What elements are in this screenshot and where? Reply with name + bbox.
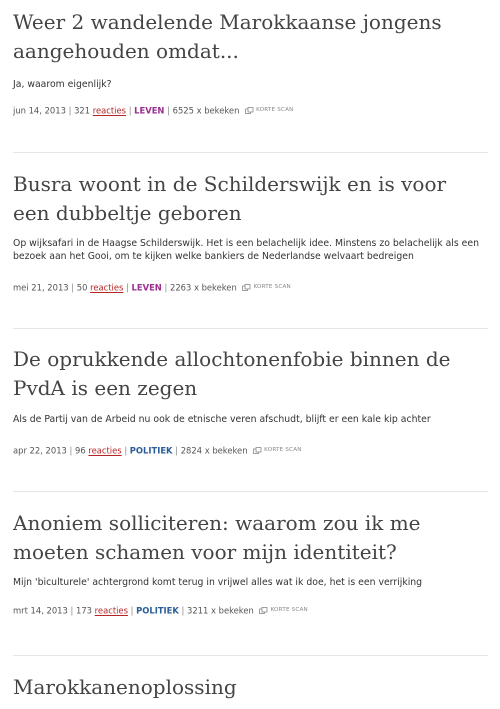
article-title[interactable]: Marokkanenoplossing (13, 675, 237, 699)
category-link[interactable]: POLITIEK (129, 445, 173, 456)
reacties-count: 321 (74, 105, 91, 116)
divider (13, 655, 488, 656)
reacties-link[interactable]: reacties (90, 282, 124, 293)
meta-separator: | (68, 105, 75, 116)
article-meta (13, 104, 294, 117)
korte-scan-label: KORTE SCAN (264, 447, 302, 453)
copy-icon (259, 607, 268, 614)
meta-separator: | (164, 282, 170, 293)
article-date: mrt 14, 2013 (13, 605, 68, 616)
view-count: 2824 x bekeken (180, 445, 248, 456)
meta-separator: | (128, 105, 135, 116)
article-item (13, 170, 488, 293)
view-count: 6525 x bekeken (172, 105, 240, 116)
category-link[interactable]: LEVEN (134, 105, 165, 116)
meta-separator: | (124, 445, 130, 456)
meta-separator: | (167, 105, 173, 116)
reacties-count: 173 (76, 605, 92, 616)
korte-scan-label: KORTE SCAN (270, 607, 308, 613)
article-meta (13, 281, 291, 294)
article-date: mei 21, 2013 (13, 282, 69, 293)
korte-scan-label: KORTE SCAN (253, 284, 291, 290)
article-excerpt: Als de Partij van de Arbeid nu ook de etnische veren afschudt, blijft er een kale kip achter (13, 414, 431, 425)
article-title[interactable]: Anoniem solliciteren: waarom zou ik me moeten schamen voor mijn identiteit? (13, 511, 421, 564)
article-title[interactable]: Busra woont in de Schilderswijk en is voor een dubbeltje geboren (13, 172, 447, 225)
article-item (13, 509, 488, 616)
meta-separator: | (175, 445, 181, 456)
article-excerpt: Ja, waarom eigenlijk? (13, 79, 112, 90)
divider (13, 491, 488, 492)
category-link[interactable]: LEVEN (131, 282, 162, 293)
korte-scan-label: KORTE SCAN (256, 107, 294, 113)
reacties-link[interactable]: reacties (88, 445, 122, 456)
copy-icon (245, 107, 254, 114)
article-meta (13, 604, 308, 617)
korte-scan-button[interactable] (253, 444, 301, 456)
korte-scan-button[interactable] (242, 281, 290, 293)
article-item (13, 345, 488, 456)
article-date: apr 22, 2013 (13, 445, 67, 456)
meta-separator: | (69, 445, 76, 456)
reacties-count: 96 (75, 445, 86, 456)
meta-separator: | (71, 282, 77, 293)
article-item (13, 673, 488, 702)
article-title[interactable]: De oprukkende allochtonenfobie binnen de PvdA is een zegen (13, 347, 451, 400)
korte-scan-button[interactable] (245, 104, 293, 116)
article-item (13, 8, 488, 116)
divider (13, 328, 488, 329)
reacties-count: 50 (76, 282, 88, 293)
korte-scan-button[interactable] (259, 604, 307, 616)
article-meta (13, 444, 302, 457)
meta-separator: | (130, 605, 137, 616)
article-excerpt: Op wijksafari in de Haagse Schilderswijk. Het is een belachelijk idee. Minstens zo belachelijk als een bezoek aan het Gooi, om te kijken welke bankiers de Nederlandse welvaart bedreigen (13, 238, 480, 262)
meta-separator: | (126, 282, 132, 293)
copy-icon (242, 284, 251, 291)
view-count: 2263 x bekeken (169, 282, 237, 293)
article-title[interactable]: Weer 2 wandelende Marokkaanse jongens aangehouden omdat... (13, 10, 442, 63)
reacties-link[interactable]: reacties (94, 605, 128, 616)
divider (13, 152, 488, 153)
reacties-link[interactable]: reacties (92, 105, 127, 116)
meta-separator: | (70, 605, 76, 616)
meta-separator: | (181, 605, 188, 616)
article-date: jun 14, 2013 (13, 105, 66, 116)
copy-icon (253, 447, 262, 454)
article-excerpt: Mijn 'biculturele' achtergrond komt terug in vrijwel alles wat ik doe, het is een verrijking (13, 577, 423, 588)
category-link[interactable]: POLITIEK (136, 605, 179, 616)
view-count: 3211 x bekeken (187, 605, 254, 616)
